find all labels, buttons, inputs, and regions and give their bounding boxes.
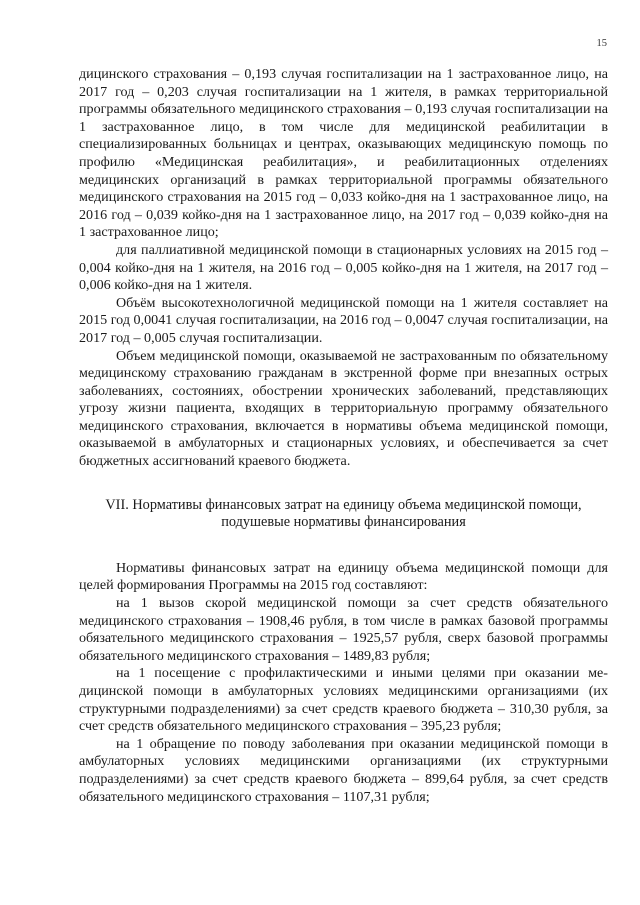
page-number: 15: [596, 38, 607, 49]
section-heading-line-2: подушевые нормативы финансирования: [221, 514, 466, 531]
paragraph: Объём высокотехнологичной медицинской помощи на 1 жителя составляет на 2015 год 0,0041 случая госпитализации, на 2016 год – 0,0047 случая госпитализации, на 2017 год – 0,005 случая госпитализации.: [79, 294, 608, 346]
paragraph: для паллиативной медицинской помощи в стационарных условиях на 2015 год – 0,004 койко-дня на 1 жителя, на 2016 год – 0,005 койко-дня на 1 жителя, на 2017 год – 0,006 койко-дня на 1 жителя.: [79, 241, 608, 294]
section-heading: [79, 497, 608, 532]
paragraph: Нормативы финансовых затрат на единицу объема медицинской помощи для целей формирования Программы на 2015 год составляют:: [79, 559, 608, 594]
paragraph: на 1 посещение с профилактическими и иными целями при оказании медицинской помощи в амбулаторных условиях медицинскими организациями (их структурными подразделениями) за счет средств краевого бюджета – 310,30 рубля, за счет средств обязательного медицинского страхования – 395,23 рубля;: [79, 665, 608, 735]
paragraph: дицинского страхования – 0,193 случая госпитализации на 1 застрахованное лицо, на 2017 год – 0,203 случая госпитализации на 1 жителя, в рамках территориальной программы обязательного медицинского страхования – 0,193 случая госпитализации на 1 застрахованное лицо, в том числе для медицинской реабилитации в специализированных больницах и центрах, оказывающих медицинскую помощь по профилю «Медицинская реабилитация», и реабилитационных отделениях медицинских организаций в рамках территориальной программы обязательного медицинского страхования на 2015 год – 0,033 койко-дня на 1 застрахованное лицо, на 2016 год – 0,039 койко-дня на 1 застрахованное лицо, на 2017 год – 0,039 койко-дня на 1 застрахованное лицо;: [79, 66, 608, 241]
document-body: [79, 66, 608, 806]
paragraph: Объем медицинской помощи, оказываемой не застрахованным по обязательному медицинскому страхованию гражданам в экстренной форме при внезапных острых заболеваниях, состояниях, обострении хронических заболеваний, представляющих угрозу жизни пациента, входящих в территориальную программу обязательного медицинского страхования, включается в нормативы объема медицинской помощи, оказываемой в амбулаторных и стационарных условиях, и обеспечивается за счет бюджетных ассигнований краевого бюджета.: [79, 347, 608, 470]
section-heading-line-1: VII. Нормативы финансовых затрат на единицу объема медицинской помощи,: [105, 496, 582, 513]
paragraph: на 1 вызов скорой медицинской помощи за счет средств обязательного медицинского страхования – 1908,46 рубля, в том числе в рамках базовой программы обязательного медицинского страхования – 1925,57 рубля, сверх базовой программы обязательного медицинского страхования – 1489,83 рубля;: [79, 595, 608, 664]
paragraph: на 1 обращение по поводу заболевания при оказании медицинской помощи в амбулаторных условиях медицинскими организациями (их структурными подразделениями) за счет средств краевого бюджета – 899,64 рубля, за счет средств обязательного медицинского страхования – 1107,31 рубля;: [79, 735, 608, 805]
